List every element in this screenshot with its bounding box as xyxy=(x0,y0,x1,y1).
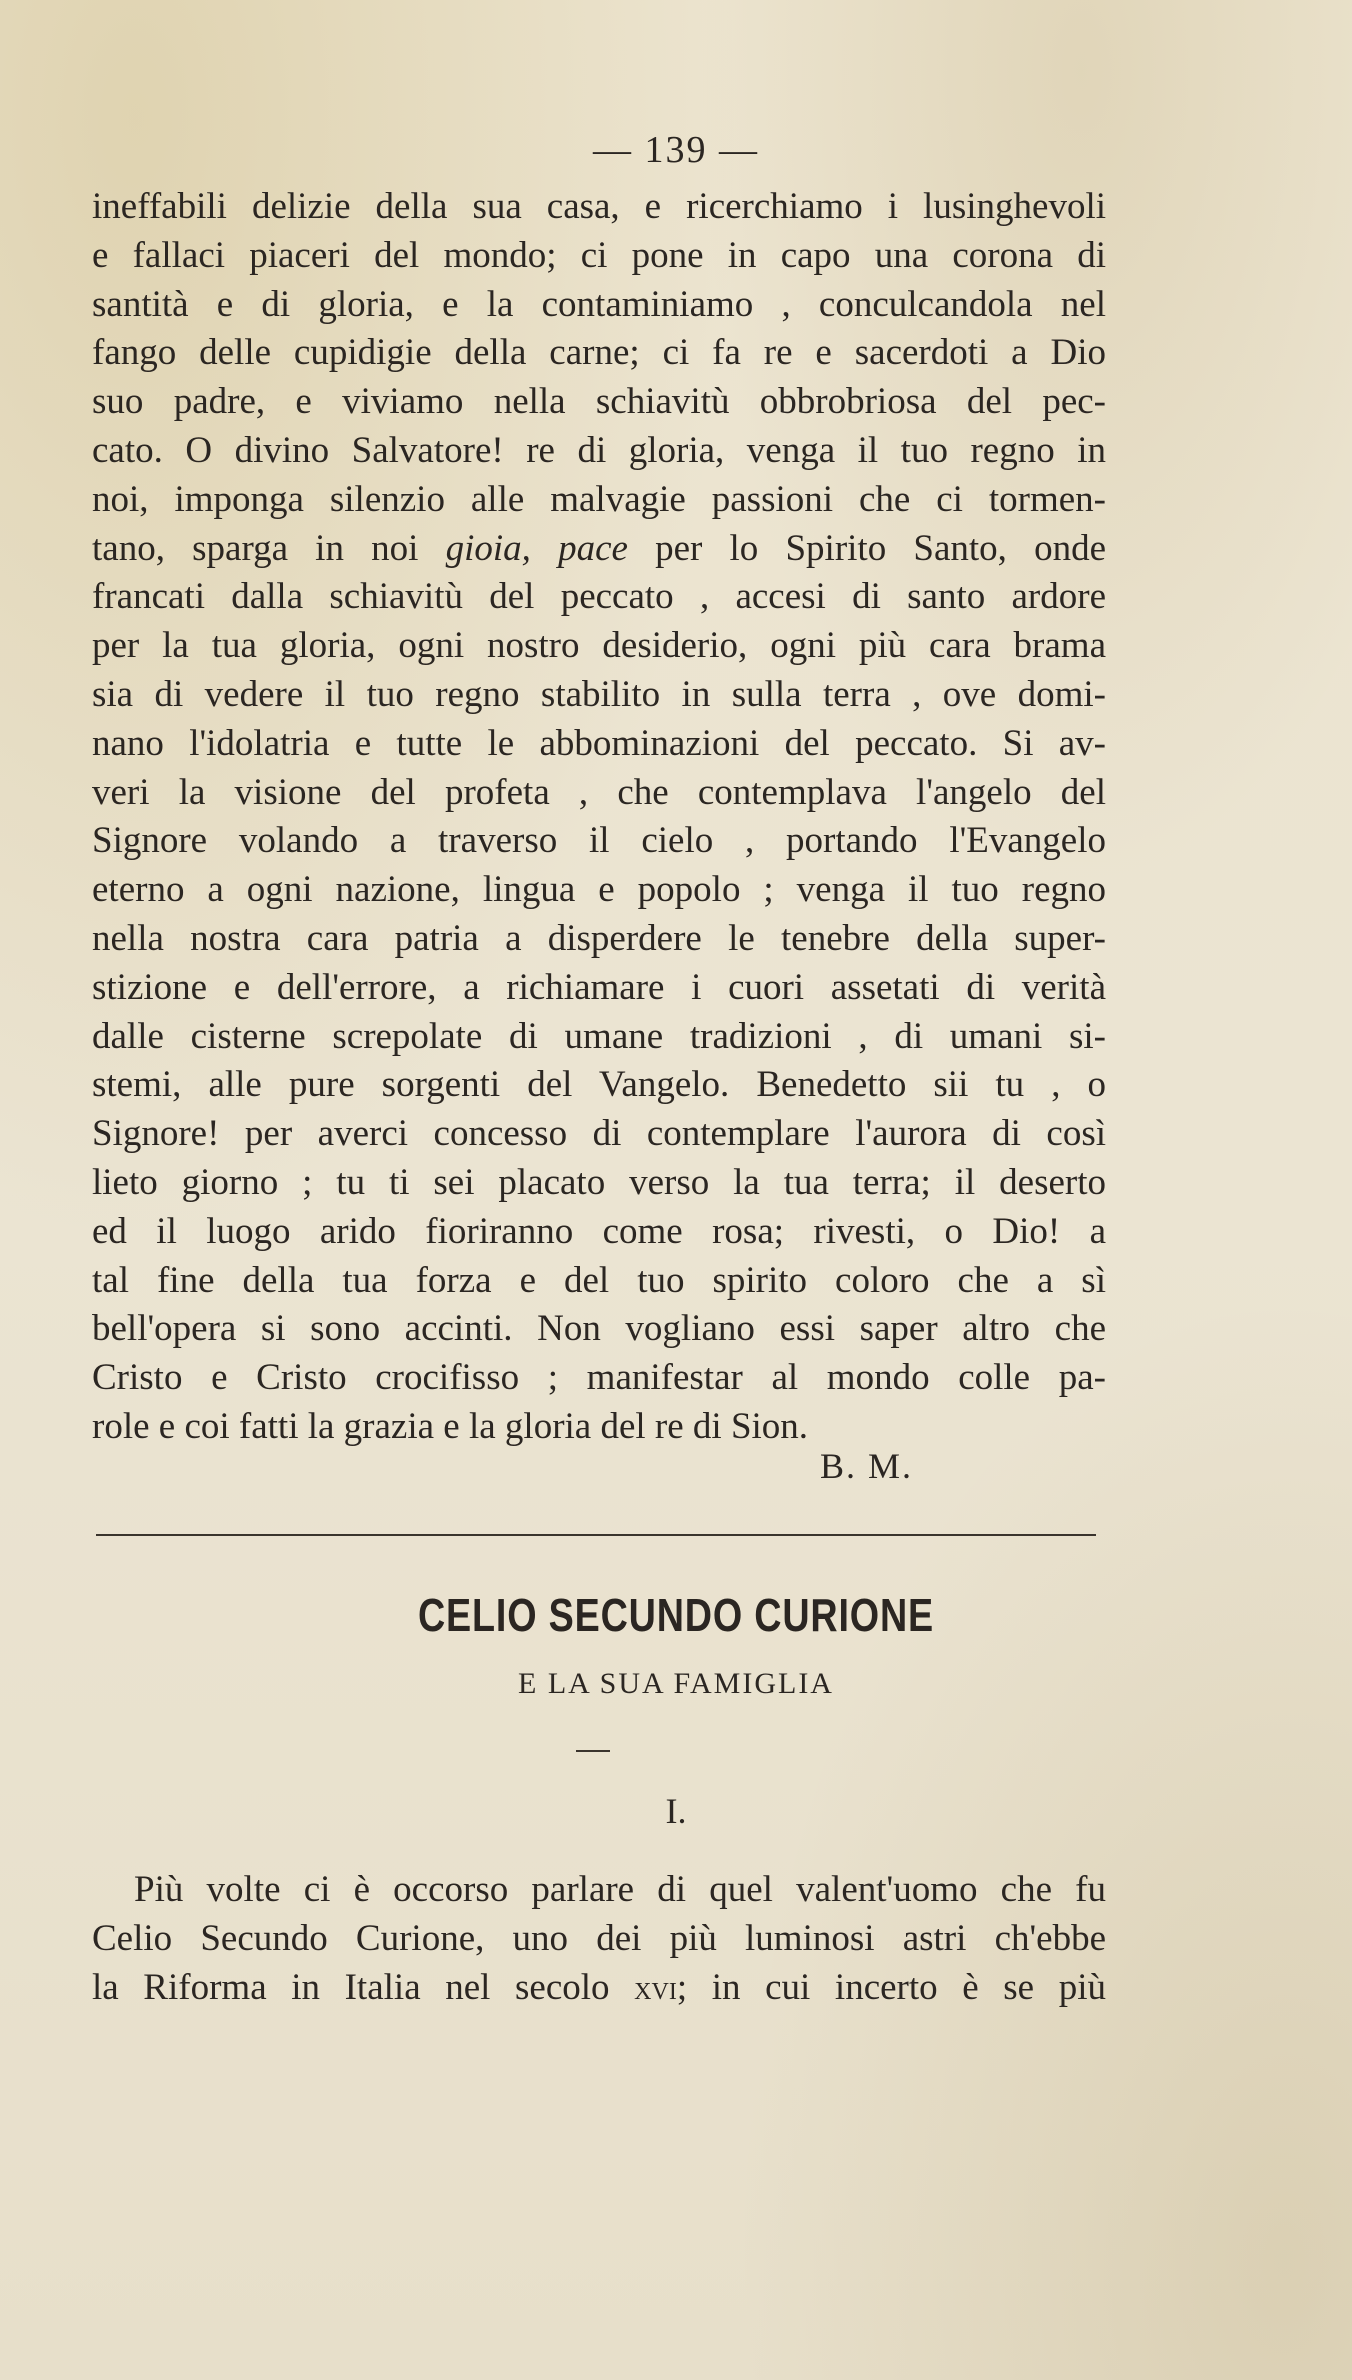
text-line: veri la visione del profeta , che contemplava l'angelo del xyxy=(92,771,1106,813)
text-line: cato. O divino Salvatore! re di gloria, venga il tuo regno in xyxy=(92,429,1106,471)
text-line: Celio Secundo Curione, uno dei più luminosi astri ch'ebbe xyxy=(92,1917,1106,1959)
article-title: CELIO SECUNDO CURIONE xyxy=(417,1589,934,1641)
article-text-block xyxy=(92,1866,1106,2012)
text-line: eterno a ogni nazione, lingua e popolo ; venga il tuo regno xyxy=(92,869,1106,911)
text-line: lieto giorno ; tu ti sei placato verso la tua terra; il deserto xyxy=(92,1161,1106,1203)
century-numeral: xvi xyxy=(634,1969,677,2007)
title-divider xyxy=(576,1750,610,1752)
page-number: — 139 — xyxy=(593,129,759,171)
text-line: dalle cisterne screpolate di umane tradizioni , di umani si- xyxy=(92,1015,1106,1057)
article-subtitle: E LA SUA FAMIGLIA xyxy=(518,1667,834,1700)
text-line: role e coi fatti la grazia e la gloria del re di Sion. xyxy=(92,1405,809,1447)
text-line-with-century xyxy=(92,1964,1106,2013)
text-line: stemi, alle pure sorgenti del Vangelo. Benedetto sii tu , o xyxy=(92,1064,1106,1106)
text-line: santità e di gloria, e la contaminiamo , conculcandola nel xyxy=(92,283,1106,325)
section-number: I. xyxy=(665,1791,687,1831)
section-divider xyxy=(96,1534,1096,1536)
text-line: sia di vedere il tuo regno stabilito in sulla terra , ove domi- xyxy=(92,673,1106,715)
text-line: Signore! per averci concesso di contemplare l'aurora di così xyxy=(92,1113,1106,1155)
text-line: nella nostra cara patria a disperdere le tenebre della super- xyxy=(92,917,1106,959)
text-line: Più volte ci è occorso parlare di quel valent'uomo che fu xyxy=(134,1869,1106,1910)
text-line: ed il luogo arido fioriranno come rosa; rivesti, o Dio! a xyxy=(92,1210,1106,1252)
text-line: Signore volando a traverso il cielo , portando l'Evangelo xyxy=(92,820,1106,862)
text-line: suo padre, e viviamo nella schiavitù obbrobriosa del pec- xyxy=(92,381,1106,423)
text-segment: per lo Spirito Santo, onde xyxy=(655,527,1106,569)
italic-word: gioia, xyxy=(445,527,531,569)
text-line: Cristo e Cristo crocifisso ; manifestar al mondo colle pa- xyxy=(92,1357,1106,1399)
text-segment: la Riforma in Italia nel secolo xyxy=(92,1966,610,2008)
text-line: francati dalla schiavitù del peccato , accesi di santo ardore xyxy=(92,576,1106,618)
text-line: per la tua gloria, ogni nostro desiderio, ogni più cara brama xyxy=(92,625,1106,667)
text-line: e fallaci piaceri del mondo; ci pone in capo una corona di xyxy=(92,234,1106,276)
italic-word: pace xyxy=(558,527,628,569)
text-line: noi, imponga silenzio alle malvagie passioni che ci tormen- xyxy=(92,478,1106,520)
text-line: fango delle cupidigie della carne; ci fa re e sacerdoti a Dio xyxy=(92,332,1106,374)
continued-text-block xyxy=(92,183,1106,1452)
text-line: bell'opera si sono accinti. Non vogliano essi saper altro che xyxy=(92,1308,1106,1350)
text-line: stizione e dell'errore, a richiamare i cuori assetati di verità xyxy=(92,966,1106,1008)
text-line: ineffabili delizie della sua casa, e ricerchiamo i lusinghevoli xyxy=(92,186,1106,227)
text-segment: tano, sparga in noi xyxy=(92,527,419,569)
text-line: nano l'idolatria e tutte le abbominazioni del peccato. Si av- xyxy=(92,722,1106,764)
text-line: tal fine della tua forza e del tuo spirito coloro che a sì xyxy=(92,1259,1106,1301)
author-signature: B. M. xyxy=(820,1446,914,1486)
text-segment: ; in cui incerto è se più xyxy=(676,1966,1106,2008)
text-line-with-italics xyxy=(92,525,1106,574)
